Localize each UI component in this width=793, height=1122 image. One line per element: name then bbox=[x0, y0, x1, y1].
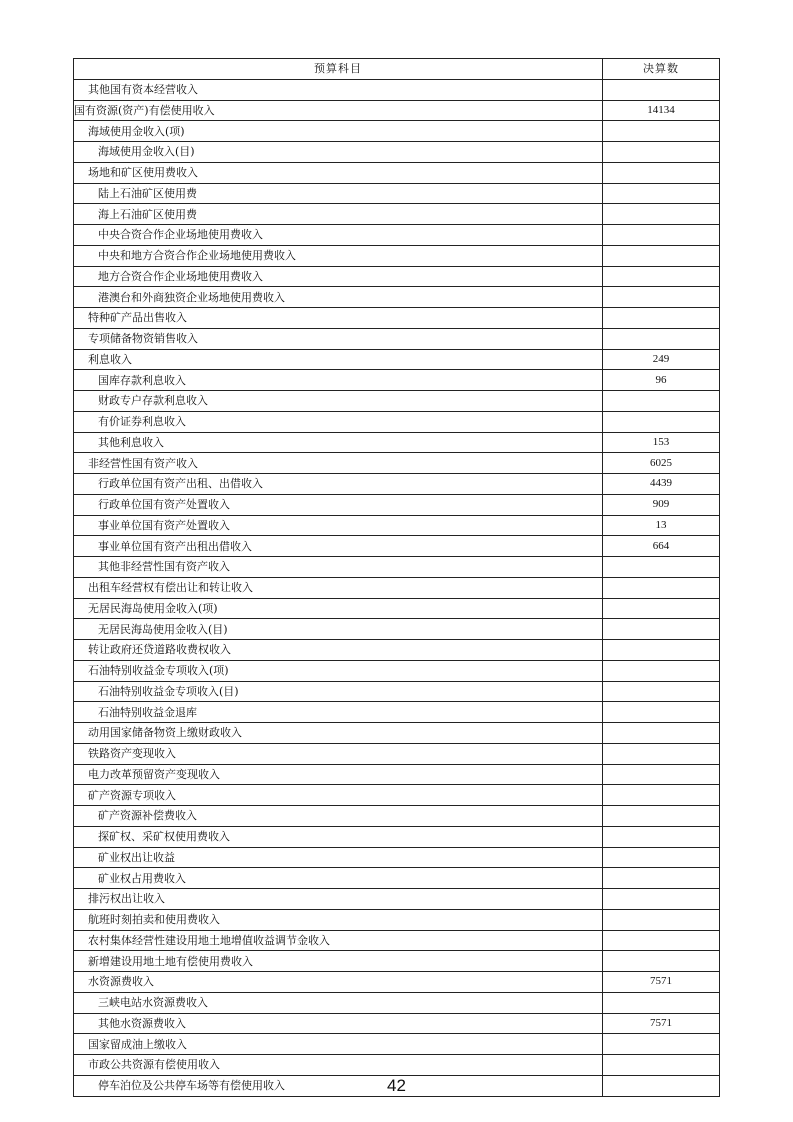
final-amount: 153 bbox=[603, 432, 720, 453]
table-row bbox=[74, 806, 720, 827]
table-row bbox=[74, 826, 720, 847]
table-row bbox=[74, 1013, 720, 1034]
budget-item-name: 场地和矿区使用费收入 bbox=[74, 162, 603, 183]
table-row bbox=[74, 992, 720, 1013]
budget-item-name: 国有资源(资产)有偿使用收入 bbox=[74, 100, 603, 121]
table-row bbox=[74, 577, 720, 598]
final-amount bbox=[603, 640, 720, 661]
table-row bbox=[74, 702, 720, 723]
table-row bbox=[74, 183, 720, 204]
budget-item-name: 国库存款利息收入 bbox=[74, 370, 603, 391]
final-amount: 664 bbox=[603, 536, 720, 557]
table-row bbox=[74, 536, 720, 557]
budget-item-name: 航班时刻拍卖和使用费收入 bbox=[74, 909, 603, 930]
final-amount bbox=[603, 1034, 720, 1055]
budget-item-name: 中央合资合作企业场地使用费收入 bbox=[74, 225, 603, 246]
budget-item-name: 矿产资源专项收入 bbox=[74, 785, 603, 806]
final-amount bbox=[603, 785, 720, 806]
budget-item-name: 石油特别收益金专项收入(目) bbox=[74, 681, 603, 702]
table-row bbox=[74, 225, 720, 246]
table-row bbox=[74, 723, 720, 744]
budget-item-name: 地方合资合作企业场地使用费收入 bbox=[74, 266, 603, 287]
budget-item-name: 动用国家储备物资上缴财政收入 bbox=[74, 723, 603, 744]
final-amount bbox=[603, 245, 720, 266]
final-amount bbox=[603, 619, 720, 640]
table-row bbox=[74, 245, 720, 266]
table-row bbox=[74, 951, 720, 972]
table-row bbox=[74, 370, 720, 391]
table-row bbox=[74, 619, 720, 640]
budget-item-name: 矿业权出让收益 bbox=[74, 847, 603, 868]
table-row bbox=[74, 494, 720, 515]
table-row bbox=[74, 764, 720, 785]
final-amount bbox=[603, 723, 720, 744]
table-row bbox=[74, 474, 720, 495]
budget-item-name: 港澳台和外商独资企业场地使用费收入 bbox=[74, 287, 603, 308]
budget-item-name: 电力改革预留资产变现收入 bbox=[74, 764, 603, 785]
budget-item-name: 国家留成油上缴收入 bbox=[74, 1034, 603, 1055]
final-amount bbox=[603, 266, 720, 287]
budget-item-name: 矿业权占用费收入 bbox=[74, 868, 603, 889]
final-amount: 7571 bbox=[603, 1013, 720, 1034]
budget-item-name: 市政公共资源有偿使用收入 bbox=[74, 1055, 603, 1076]
table-row bbox=[74, 204, 720, 225]
table-row bbox=[74, 660, 720, 681]
budget-item-name: 专项储备物资销售收入 bbox=[74, 328, 603, 349]
budget-item-name: 无居民海岛使用金收入(项) bbox=[74, 598, 603, 619]
final-amount bbox=[603, 142, 720, 163]
final-amount bbox=[603, 951, 720, 972]
budget-item-name: 海上石油矿区使用费 bbox=[74, 204, 603, 225]
budget-item-name: 有价证券利息收入 bbox=[74, 411, 603, 432]
final-amount bbox=[603, 889, 720, 910]
budget-item-name: 行政单位国有资产处置收入 bbox=[74, 494, 603, 515]
table-row bbox=[74, 142, 720, 163]
table-row bbox=[74, 847, 720, 868]
table-row bbox=[74, 391, 720, 412]
table-row bbox=[74, 328, 720, 349]
budget-item-name: 行政单位国有资产出租、出借收入 bbox=[74, 474, 603, 495]
budget-item-name: 探矿权、采矿权使用费收入 bbox=[74, 826, 603, 847]
table-row bbox=[74, 889, 720, 910]
budget-item-name: 事业单位国有资产处置收入 bbox=[74, 515, 603, 536]
table-row bbox=[74, 743, 720, 764]
final-amount bbox=[603, 1055, 720, 1076]
final-amount bbox=[603, 183, 720, 204]
budget-item-name: 陆上石油矿区使用费 bbox=[74, 183, 603, 204]
final-amount bbox=[603, 411, 720, 432]
final-amount bbox=[603, 992, 720, 1013]
budget-item-name: 其他非经营性国有资产收入 bbox=[74, 557, 603, 578]
table-row bbox=[74, 121, 720, 142]
final-amount bbox=[603, 287, 720, 308]
final-amount bbox=[603, 868, 720, 889]
final-amount bbox=[603, 162, 720, 183]
table-row bbox=[74, 453, 720, 474]
budget-item-name: 排污权出让收入 bbox=[74, 889, 603, 910]
table-row bbox=[74, 681, 720, 702]
table-row bbox=[74, 930, 720, 951]
budget-item-name: 水资源费收入 bbox=[74, 972, 603, 993]
budget-item-name: 农村集体经营性建设用地土地增值收益调节金收入 bbox=[74, 930, 603, 951]
column-header-budget-item: 预算科目 bbox=[74, 59, 603, 80]
budget-item-name: 停车泊位及公共停车场等有偿使用收入 bbox=[74, 1075, 603, 1096]
final-amount: 4439 bbox=[603, 474, 720, 495]
table-row bbox=[74, 909, 720, 930]
budget-item-name: 其他利息收入 bbox=[74, 432, 603, 453]
table-row bbox=[74, 785, 720, 806]
table-body bbox=[74, 79, 720, 1096]
table-row bbox=[74, 79, 720, 100]
final-amount bbox=[603, 577, 720, 598]
final-amount bbox=[603, 826, 720, 847]
budget-item-name: 石油特别收益金退库 bbox=[74, 702, 603, 723]
table-row bbox=[74, 287, 720, 308]
table-row bbox=[74, 640, 720, 661]
final-amount: 249 bbox=[603, 349, 720, 370]
budget-item-name: 海域使用金收入(项) bbox=[74, 121, 603, 142]
budget-item-name: 利息收入 bbox=[74, 349, 603, 370]
table-row bbox=[74, 308, 720, 329]
final-amount: 96 bbox=[603, 370, 720, 391]
final-amount bbox=[603, 847, 720, 868]
budget-item-name: 海域使用金收入(目) bbox=[74, 142, 603, 163]
budget-item-name: 非经营性国有资产收入 bbox=[74, 453, 603, 474]
budget-item-name: 财政专户存款利息收入 bbox=[74, 391, 603, 412]
table-row bbox=[74, 598, 720, 619]
budget-item-name: 出租车经营权有偿出让和转让收入 bbox=[74, 577, 603, 598]
budget-item-name: 矿产资源补偿费收入 bbox=[74, 806, 603, 827]
budget-table bbox=[73, 58, 720, 1097]
final-amount bbox=[603, 909, 720, 930]
final-amount bbox=[603, 743, 720, 764]
budget-item-name: 无居民海岛使用金收入(目) bbox=[74, 619, 603, 640]
final-amount bbox=[603, 557, 720, 578]
table-row bbox=[74, 432, 720, 453]
final-amount bbox=[603, 930, 720, 951]
budget-item-name: 事业单位国有资产出租出借收入 bbox=[74, 536, 603, 557]
final-amount: 6025 bbox=[603, 453, 720, 474]
final-amount bbox=[603, 806, 720, 827]
final-amount bbox=[603, 764, 720, 785]
final-amount bbox=[603, 702, 720, 723]
budget-item-name: 三峡电站水资源费收入 bbox=[74, 992, 603, 1013]
column-header-final-amount: 决算数 bbox=[603, 59, 720, 80]
budget-item-name: 转让政府还贷道路收费权收入 bbox=[74, 640, 603, 661]
table-row bbox=[74, 972, 720, 993]
budget-item-name: 中央和地方合资合作企业场地使用费收入 bbox=[74, 245, 603, 266]
budget-item-name: 新增建设用地土地有偿使用费收入 bbox=[74, 951, 603, 972]
final-amount bbox=[603, 121, 720, 142]
table-row bbox=[74, 349, 720, 370]
final-amount bbox=[603, 681, 720, 702]
budget-item-name: 其他国有资本经营收入 bbox=[74, 79, 603, 100]
budget-item-name: 石油特别收益金专项收入(项) bbox=[74, 660, 603, 681]
page-number: 42 bbox=[387, 1076, 406, 1095]
final-amount: 13 bbox=[603, 515, 720, 536]
final-amount bbox=[603, 204, 720, 225]
final-amount bbox=[603, 598, 720, 619]
final-amount bbox=[603, 391, 720, 412]
table-header-row bbox=[74, 59, 720, 80]
final-amount bbox=[603, 308, 720, 329]
final-amount bbox=[603, 79, 720, 100]
table-row bbox=[74, 266, 720, 287]
budget-item-name: 铁路资产变现收入 bbox=[74, 743, 603, 764]
final-amount bbox=[603, 225, 720, 246]
final-amount bbox=[603, 328, 720, 349]
table-row bbox=[74, 100, 720, 121]
final-amount bbox=[603, 660, 720, 681]
table-row bbox=[74, 1034, 720, 1055]
final-amount: 14134 bbox=[603, 100, 720, 121]
final-amount: 909 bbox=[603, 494, 720, 515]
final-amount: 7571 bbox=[603, 972, 720, 993]
table-row bbox=[74, 515, 720, 536]
budget-item-name: 其他水资源费收入 bbox=[74, 1013, 603, 1034]
table-row bbox=[74, 557, 720, 578]
table-row bbox=[74, 1055, 720, 1076]
budget-item-name: 特种矿产品出售收入 bbox=[74, 308, 603, 329]
table-row bbox=[74, 868, 720, 889]
table-row bbox=[74, 162, 720, 183]
table-row bbox=[74, 411, 720, 432]
